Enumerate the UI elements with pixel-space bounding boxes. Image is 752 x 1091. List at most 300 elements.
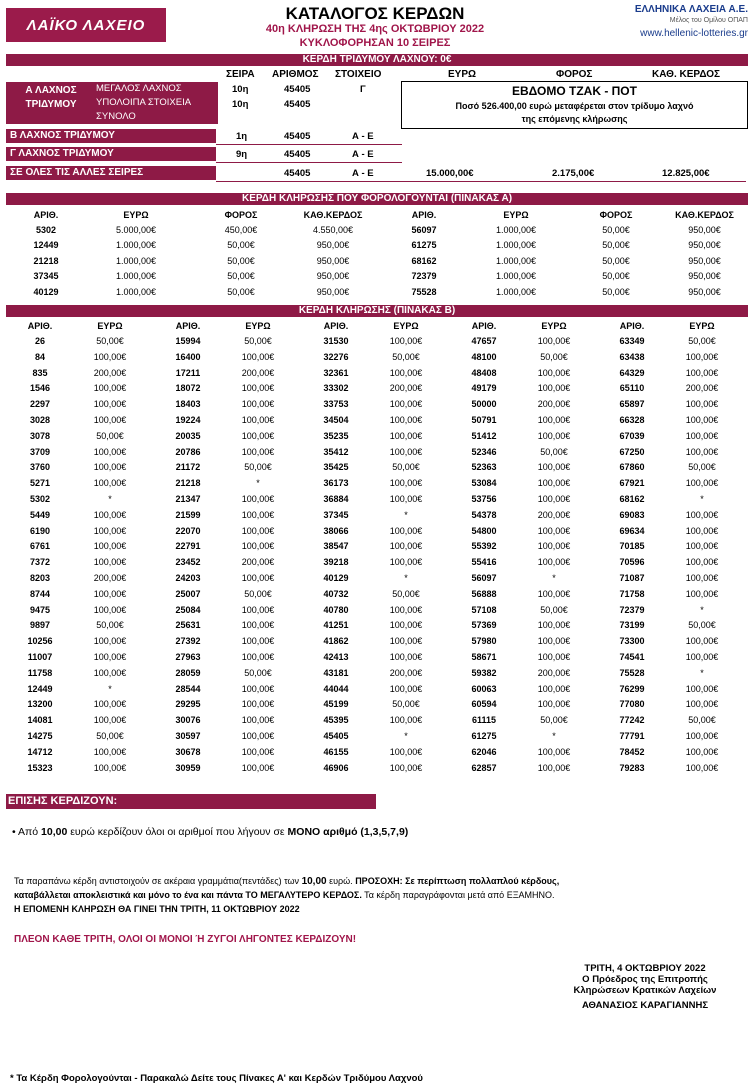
table-a-cell: 50,00€ (602, 271, 630, 282)
table-b-value: * (700, 604, 704, 615)
table-b-value: 100,00€ (93, 604, 127, 615)
table-b-value: 100,00€ (389, 557, 423, 568)
table-b-value: 100,00€ (685, 636, 719, 647)
text: ευρώ κερδίζουν όλοι οι αριθμοί που λήγουν σε (67, 826, 288, 838)
table-b-value: 200,00€ (93, 367, 127, 378)
table-b-value: 50,00€ (244, 462, 272, 473)
table-b-value: 50,00€ (540, 446, 568, 457)
table-b-number: 9475 (29, 604, 51, 615)
table-b-number: 18403 (175, 399, 201, 410)
b-number: 45405 (284, 131, 311, 142)
table-b-value: 100,00€ (537, 651, 571, 662)
a-series: 10η (232, 99, 249, 110)
table-b-number: 27392 (175, 636, 201, 647)
table-a-cell: 1.000,00€ (115, 286, 157, 297)
table-b-number: 37345 (323, 509, 349, 520)
table-b-number: 45199 (323, 699, 349, 710)
table-b-number: 53756 (471, 493, 497, 504)
table-b-number: 68162 (619, 493, 645, 504)
sign-date: ΤΡΙΤΗ, 4 ΟΚΤΩΒΡΙΟΥ 2022 (584, 963, 706, 974)
table-b-number: 45395 (323, 715, 349, 726)
table-b-value: * (108, 493, 112, 504)
table-b-value: 100,00€ (537, 541, 571, 552)
table-b-number: 36173 (323, 478, 349, 489)
table-b-number: 70596 (619, 557, 645, 568)
notice-line2 (14, 890, 734, 900)
table-b-number: 25084 (175, 604, 201, 615)
table-b-value: 100,00€ (685, 651, 719, 662)
col-header: ΕΥΡΩ (97, 321, 123, 331)
col-series: ΣΕΙΡΑ (226, 69, 255, 80)
table-b-number: 59382 (471, 667, 497, 678)
table-b-value: 100,00€ (389, 762, 423, 773)
table-b-number: 15994 (175, 336, 201, 346)
table-b-number: 60063 (471, 683, 497, 694)
all-net: 12.825,00€ (662, 168, 710, 179)
table-b-number: 52363 (471, 462, 497, 473)
table-b-number: 61275 (471, 730, 497, 741)
table-b-number: 35412 (323, 446, 349, 457)
table-b-value: 100,00€ (537, 383, 571, 394)
table-b-number: 46155 (323, 746, 349, 757)
table-b-number: 41251 (323, 620, 349, 631)
table-b-number: 46906 (323, 762, 349, 773)
table-b-value: 200,00€ (389, 383, 423, 394)
table-a-cell: 4.550,00€ (312, 225, 354, 235)
table-b-number: 47657 (471, 336, 497, 346)
table-b-value: 100,00€ (685, 762, 719, 773)
table-a-cell: 40129 (33, 286, 59, 297)
table-b-value: 100,00€ (537, 557, 571, 568)
col-header: ΦΟΡΟΣ (599, 210, 633, 220)
table-b-number: 21599 (175, 509, 201, 520)
table-b-number: 21172 (175, 462, 201, 473)
table-b-value: 100,00€ (93, 351, 127, 362)
table-a-cell: 50,00€ (602, 225, 630, 235)
col-header: ΑΡΙΘ. (411, 210, 437, 220)
promo: ΠΛΕΟΝ ΚΑΘΕ ΤΡΙΤΗ, ΟΛΟΙ ΟΙ ΜΟΝΟΙ Ή ΖΥΓΟΙ ΛΗΓΟΝΤΕΣ ΚΕΡΔΙΖΟΥΝ! (14, 934, 357, 945)
table-b-value: 100,00€ (537, 636, 571, 647)
table-b-value: * (552, 730, 556, 741)
table-b-number: 57369 (471, 620, 497, 631)
table-a-cell: 12449 (33, 240, 59, 251)
jackpot-text: Ποσό 526.400,00 ευρώ μεταφέρεται στον τρίδυμο λαχνό (455, 101, 694, 111)
table-b-value: 200,00€ (241, 557, 275, 568)
table-b-number: 38066 (323, 525, 349, 536)
col-number: ΑΡΙΘΜΟΣ (272, 69, 319, 80)
table-b-number: 20786 (175, 446, 201, 457)
table-b-number: 78452 (619, 746, 645, 757)
brand-block (635, 4, 748, 39)
table-b-number: 72379 (619, 604, 645, 615)
table-b-value: * (256, 478, 260, 489)
table-a-cell: 75528 (411, 286, 437, 297)
b-triple-label: Β ΛΑΧΝΟΣ ΤΡΙΔΥΜΟΥ (6, 129, 216, 143)
table-b-number: 51412 (471, 430, 497, 441)
table-b-number: 65110 (619, 383, 645, 394)
table-b-value: 100,00€ (241, 730, 275, 741)
table-b-number: 17211 (175, 367, 201, 378)
brand-name: ΕΛΛΗΝΙΚΑ ΛΑΧΕΙΑ Α.Ε. (634, 4, 748, 15)
table-b-number: 71758 (619, 588, 645, 599)
signature-block (520, 963, 752, 1011)
table-b-number: 45405 (323, 730, 349, 741)
table-b-value: 50,00€ (392, 351, 420, 362)
table-b-value: 100,00€ (389, 525, 423, 536)
table-b-number: 63349 (619, 336, 645, 346)
table-b-value: * (552, 572, 556, 583)
table-b-number: 25007 (175, 588, 201, 599)
table-a-cell: 5302 (35, 225, 57, 235)
b-element: Α - Ε (352, 131, 374, 142)
table-b-number: 73199 (619, 620, 645, 631)
table-b-value: 100,00€ (389, 367, 423, 378)
tax-note: * Τα Κέρδη Φορολογούνται - Παρακαλώ Δείτε τους Πίνακες Α' και Κερδών Τριδύμου Λαχνού (10, 1073, 423, 1084)
table-b-value: 50,00€ (392, 588, 420, 599)
col-tax: ΦΟΡΟΣ (556, 69, 593, 80)
c-element: Α - Ε (352, 149, 374, 160)
series-subtitle: ΚΥΚΛΟΦΟΡΗΣΑΝ 10 ΣΕΙΡΕΣ (299, 37, 451, 49)
table-b-number: 64329 (619, 367, 645, 378)
table-b-value: 200,00€ (537, 667, 571, 678)
table-a-cell: 950,00€ (316, 255, 350, 266)
table-b-value: 200,00€ (537, 399, 571, 410)
table-b-value: 100,00€ (241, 446, 275, 457)
c-number: 45405 (284, 149, 311, 160)
table-b-number: 48408 (471, 367, 497, 378)
table-b-number: 835 (32, 367, 48, 378)
table-b-value: 50,00€ (244, 336, 272, 346)
table-a-bar: ΚΕΡΔΗ ΚΛΗΡΩΣΗΣ ΠΟΥ ΦΟΡΟΛΟΓΟΥΝΤΑΙ (ΠΙΝΑΚΑΣ Α) (6, 193, 748, 205)
table-a-cell: 1.000,00€ (495, 286, 537, 297)
table-a-cell: 1.000,00€ (495, 225, 537, 235)
table-b (6, 318, 748, 788)
text: 10,00 (301, 876, 327, 887)
table-a-cell: 21218 (33, 255, 59, 266)
table-b-value: 100,00€ (537, 588, 571, 599)
table-b-value: 100,00€ (389, 636, 423, 647)
table-b-value: 100,00€ (241, 651, 275, 662)
table-a-cell: 950,00€ (316, 271, 350, 282)
table-b-value: 100,00€ (389, 414, 423, 425)
table-b-value: 100,00€ (685, 399, 719, 410)
col-header: ΕΥΡΩ (245, 321, 271, 331)
table-b-number: 16400 (175, 351, 201, 362)
table-b-number: 1546 (29, 383, 51, 394)
table-b-value: 100,00€ (389, 430, 423, 441)
table-b-value: 100,00€ (93, 525, 127, 536)
table-b-value: 100,00€ (685, 351, 719, 362)
table-b-value: 100,00€ (389, 604, 423, 615)
table-b-number: 56097 (471, 572, 497, 583)
table-b-value: * (404, 509, 408, 520)
table-b-value: 100,00€ (241, 351, 275, 362)
table-b-number: 11758 (27, 667, 53, 678)
table-b-number: 77242 (619, 715, 645, 726)
table-b-value: 100,00€ (389, 336, 423, 346)
col-net: ΚΑΘ. ΚΕΡΔΟΣ (652, 69, 721, 80)
table-b-number: 30959 (175, 762, 201, 773)
table-a-cell: 56097 (411, 225, 437, 235)
table-b-number: 5302 (29, 493, 51, 504)
table-b-value: 50,00€ (392, 462, 420, 473)
table-b-value: 100,00€ (389, 651, 423, 662)
table-b-value: 100,00€ (241, 762, 275, 773)
table-b-value: * (700, 493, 704, 504)
table-b-number: 44044 (323, 683, 349, 694)
table-b-value: 100,00€ (93, 557, 127, 568)
table-b-value: 100,00€ (241, 699, 275, 710)
table-b-value: 100,00€ (93, 715, 127, 726)
col-header: ΕΥΡΩ (541, 321, 567, 331)
table-b-value: 100,00€ (93, 651, 127, 662)
table-b-number: 3760 (29, 462, 51, 473)
all-series-label: ΣΕ ΟΛΕΣ ΤΙΣ ΑΛΛΕΣ ΣΕΙΡΕΣ (6, 166, 216, 180)
table-b-number: 14275 (27, 730, 53, 741)
table-a-cell: 450,00€ (224, 225, 258, 235)
table-b-number: 34504 (323, 414, 349, 425)
table-b-value: 100,00€ (93, 667, 127, 678)
table-b-number: 35425 (323, 462, 349, 473)
jackpot-box (401, 81, 748, 129)
table-b-value: 100,00€ (93, 541, 127, 552)
col-header: ΑΡΙΘ. (619, 321, 645, 331)
a-triple-label (6, 82, 96, 124)
text: Τα παραπάνω κέρδη αντιστοιχούν σε ακέραια γραμμάτια(πεντάδες) των (14, 876, 302, 886)
table-b-number: 40129 (323, 572, 349, 583)
table-b-value: 100,00€ (685, 430, 719, 441)
table-b-number: 48100 (471, 351, 497, 362)
table-b-value: 100,00€ (685, 699, 719, 710)
table-b-value: 100,00€ (93, 414, 127, 425)
table-b-number: 53084 (471, 478, 497, 489)
table-b-value: 100,00€ (685, 683, 719, 694)
table-b-value: 100,00€ (241, 541, 275, 552)
col-element: ΣΤΟΙΧΕΙΟ (335, 69, 382, 80)
col-header: ΑΡΙΘ. (323, 321, 349, 331)
table-b-value: 100,00€ (389, 715, 423, 726)
col-header: ΕΥΡΩ (393, 321, 419, 331)
c-series: 9η (236, 149, 248, 160)
table-b-value: 50,00€ (96, 730, 124, 741)
table-b-number: 77080 (619, 699, 645, 710)
table-b-number: 6190 (29, 525, 51, 536)
col-header: ΦΟΡΟΣ (224, 210, 258, 220)
table-b-value: 100,00€ (241, 636, 275, 647)
table-b-number: 74541 (619, 651, 645, 662)
col-header: ΕΥΡΩ (689, 321, 715, 331)
table-b-number: 55392 (471, 541, 497, 552)
text: καταβάλλεται αποκλειστικά και μόνο το ένα και πάντα ΤΟ ΜΕΓΑΛΥΤΕΡΟ ΚΕΡΔΟΣ. (14, 890, 362, 900)
table-b-number: 14712 (27, 746, 53, 757)
table-b-number: 29295 (175, 699, 201, 710)
table-b-value: 50,00€ (540, 715, 568, 726)
table-b-number: 15323 (27, 762, 53, 773)
table-b-number: 7372 (29, 557, 51, 568)
table-b-value: 100,00€ (537, 620, 571, 631)
a-label-line1: Α ΛΑΧΝΟΣ (25, 85, 77, 96)
table-b-number: 67921 (619, 478, 645, 489)
table-a-cell: 5.000,00€ (115, 225, 157, 235)
table-b-number: 60594 (471, 699, 497, 710)
table-b-number: 40732 (323, 588, 349, 599)
table-b-number: 62046 (471, 746, 497, 757)
table-b-number: 8203 (29, 572, 51, 583)
table-a-cell: 950,00€ (688, 240, 721, 251)
table-b-value: 200,00€ (537, 509, 571, 520)
table-b-value: 100,00€ (389, 620, 423, 631)
table-a-cell: 1.000,00€ (115, 271, 157, 282)
odd-numbers-rule (12, 826, 408, 838)
table-b-number: 79283 (619, 762, 645, 773)
table-b-value: 50,00€ (540, 351, 568, 362)
table-b-value: 100,00€ (389, 541, 423, 552)
table-b-value: 50,00€ (96, 430, 124, 441)
table-b-number: 77791 (619, 730, 645, 741)
table-b-value: 200,00€ (241, 367, 275, 378)
jackpot-text: της επόμενης κλήρωσης (521, 114, 628, 124)
next-draw: Η ΕΠΟΜΕΝΗ ΚΛΗΡΩΣΗ ΘΑ ΓΙΝΕΙ ΤΗΝ ΤΡΙΤΗ, 11 ΟΚΤΩΒΡΙΟΥ 2022 (14, 904, 300, 914)
table-b-value: 100,00€ (241, 383, 275, 394)
col-header: ΚΑΘ.ΚΕΡΔΟΣ (675, 210, 734, 220)
table-b-number: 67250 (619, 446, 645, 457)
table-b-number: 28059 (175, 667, 201, 678)
table-b-value: 100,00€ (241, 572, 275, 583)
table-b-number: 32276 (323, 351, 349, 362)
text: ΠΡΟΣΟΧΗ: Σε περίπτωση πολλαπλού κέρδους, (355, 876, 560, 886)
table-b-value: 50,00€ (688, 715, 716, 726)
table-b-value: 50,00€ (244, 667, 272, 678)
table-b-value: 100,00€ (685, 588, 719, 599)
table-a-cell: 1.000,00€ (495, 271, 537, 282)
table-b-value: 100,00€ (241, 430, 275, 441)
table-b-value: 100,00€ (389, 399, 423, 410)
table-b-value: 100,00€ (389, 683, 423, 694)
page-title: ΚΑΤΑΛΟΓΟΣ ΚΕΡΔΩΝ (285, 4, 465, 23)
table-a-cell: 61275 (411, 240, 437, 251)
table-b-number: 13200 (27, 699, 53, 710)
table-b-number: 84 (34, 351, 45, 362)
col-header: ΑΡΙΘ. (33, 210, 59, 220)
table-a-cell: 1.000,00€ (115, 255, 157, 266)
table-a-cell: 50,00€ (602, 255, 630, 266)
table-b-number: 30597 (175, 730, 201, 741)
table-b-bar: ΚΕΡΔΗ ΚΛΗΡΩΣΗΣ (ΠΙΝΑΚΑΣ Β) (6, 305, 748, 317)
table-b-value: 100,00€ (685, 746, 719, 757)
table-b-number: 31530 (323, 336, 349, 346)
table-b-value: 100,00€ (537, 699, 571, 710)
table-b-value: 100,00€ (685, 509, 719, 520)
table-b-value: 100,00€ (93, 383, 127, 394)
a-sublabels (96, 82, 218, 124)
table-a-cell: 1.000,00€ (115, 240, 157, 251)
table-b-value: 100,00€ (93, 509, 127, 520)
sign-line: Ο Πρόεδρος της Επιτροπής (582, 974, 708, 985)
table-b-number: 32361 (323, 367, 349, 378)
table-b-number: 36884 (323, 493, 349, 504)
table-a-cell: 50,00€ (227, 240, 255, 251)
table-b-number: 50791 (471, 414, 497, 425)
sign-line: Κληρώσεων Κρατικών Λαχείων (573, 985, 717, 996)
divider (216, 162, 402, 163)
table-b-value: 100,00€ (241, 604, 275, 615)
table-a-cell: 950,00€ (688, 286, 721, 297)
col-euro: ΕΥΡΩ (448, 69, 477, 80)
table-b-number: 25631 (175, 620, 201, 631)
jackpot-title: ΕΒΔΟΜΟ ΤΖΑΚ - ΠΟΤ (512, 84, 637, 98)
table-b-value: * (700, 667, 704, 678)
table-b-value: * (404, 730, 408, 741)
table-b-number: 55416 (471, 557, 497, 568)
table-b-number: 57108 (471, 604, 497, 615)
table-b-value: 100,00€ (241, 493, 275, 504)
table-b-value: 100,00€ (685, 557, 719, 568)
table-b-number: 42413 (323, 651, 349, 662)
table-b-value: 100,00€ (93, 636, 127, 647)
table-b-number: 76299 (619, 683, 645, 694)
table-b-number: 21347 (175, 493, 201, 504)
table-b-number: 18072 (175, 383, 201, 394)
also-win-bar: ΕΠΙΣΗΣ ΚΕΡΔΙΖΟΥΝ: (6, 794, 376, 809)
table-b-value: 100,00€ (685, 541, 719, 552)
table-b-value: * (108, 683, 112, 694)
table-b-number: 66328 (619, 414, 645, 425)
col-header: ΑΡΙΘ. (175, 321, 201, 331)
table-b-value: 100,00€ (389, 446, 423, 457)
b-series: 1η (236, 131, 248, 142)
website-link[interactable]: www.hellenic-lotteries.gr (640, 28, 748, 39)
table-b-number: 35235 (323, 430, 349, 441)
table-b-value: 100,00€ (93, 462, 127, 473)
table-b-number: 54378 (471, 509, 497, 520)
col-header: ΑΡΙΘ. (27, 321, 53, 331)
table-b-value: 100,00€ (93, 699, 127, 710)
table-b-number: 23452 (175, 557, 201, 568)
table-b-number: 19224 (175, 414, 201, 425)
table-b-number: 41862 (323, 636, 349, 647)
table-b-number: 52346 (471, 446, 497, 457)
col-header: ΑΡΙΘ. (471, 321, 497, 331)
table-b-value: 50,00€ (688, 620, 716, 631)
table-b-number: 24203 (175, 572, 201, 583)
table-b-value: 100,00€ (241, 746, 275, 757)
table-b-value: 100,00€ (93, 478, 127, 489)
table-b-value: 200,00€ (93, 572, 127, 583)
table-b-number: 62857 (471, 762, 497, 773)
table-b-number: 5449 (29, 509, 51, 520)
table-b-number: 75528 (619, 667, 645, 678)
table-b-number: 50000 (471, 399, 497, 410)
table-b-number: 43181 (323, 667, 349, 678)
table-b-number: 54800 (471, 525, 497, 536)
brand-sub: Μέλος του Ομίλου ΟΠΑΠ (669, 17, 748, 24)
table-b-number: 58671 (471, 651, 497, 662)
table-b-number: 28544 (175, 683, 201, 694)
a-number: 45405 (284, 99, 311, 110)
table-b-number: 30678 (175, 746, 201, 757)
table-b-number: 67860 (619, 462, 645, 473)
col-header: ΕΥΡΩ (123, 210, 149, 220)
table-b-number: 9897 (29, 620, 51, 631)
table-b-value: 100,00€ (685, 730, 719, 741)
table-b-value: 100,00€ (389, 493, 423, 504)
table-a-cell: 50,00€ (227, 271, 255, 282)
table-b-value: 50,00€ (688, 462, 716, 473)
text: Τα κέρδη παραγράφονται μετά από ΕΞΑΜΗΝΟ. (361, 890, 555, 900)
table-a-cell: 950,00€ (688, 255, 721, 266)
table-b-number: 3078 (29, 430, 51, 441)
table-a-cell: 1.000,00€ (495, 240, 537, 251)
